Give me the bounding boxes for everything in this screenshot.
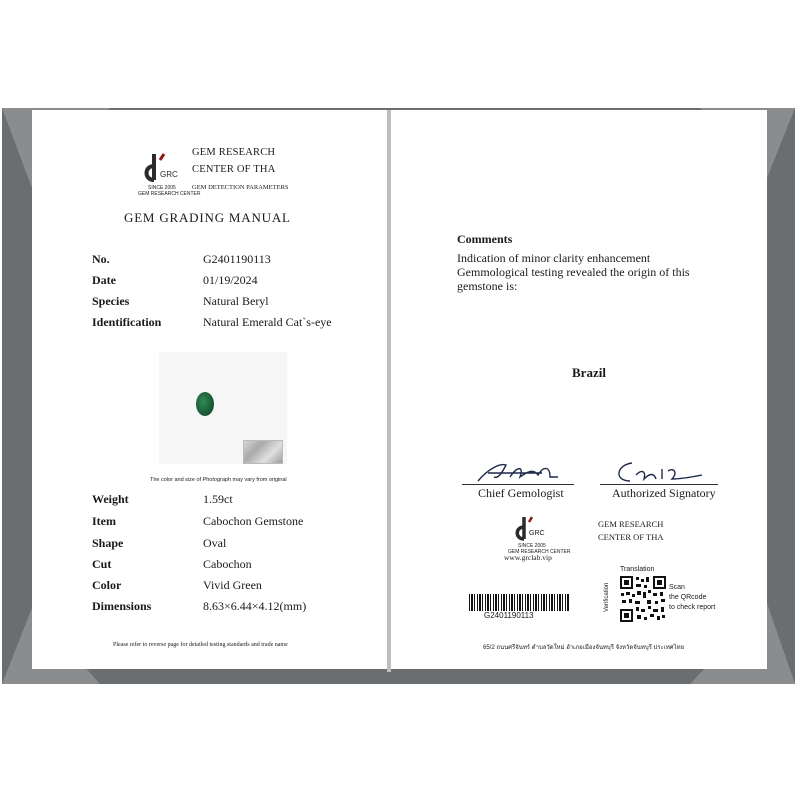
- comments-heading: Comments: [457, 232, 513, 246]
- qr-code[interactable]: [619, 575, 667, 623]
- authorized-signature-line: [600, 484, 718, 485]
- center-spine: [387, 110, 391, 672]
- field-label: Weight: [92, 492, 129, 506]
- field-label: Cut: [92, 557, 112, 571]
- barcode: [469, 594, 569, 611]
- field-value: Oval: [203, 536, 227, 550]
- origin-value: Brazil: [572, 365, 606, 380]
- lab-tagline: GEM DETECTION PARAMETERS: [192, 184, 289, 191]
- field-label: Shape: [92, 536, 124, 550]
- field-value: G2401190113: [203, 252, 271, 266]
- field-label: No.: [92, 252, 110, 266]
- hologram-sticker: [243, 440, 283, 464]
- logo-since: SINCE 2005: [148, 185, 176, 191]
- logo-grc-text: GRC: [160, 170, 178, 179]
- field-label: Item: [92, 514, 116, 528]
- gem-photo: [159, 352, 287, 464]
- grc-logo: [138, 150, 201, 201]
- footnote: Please refer to reverse page for detailed testing standards and trade name: [113, 642, 288, 648]
- chief-signature-line: [462, 484, 574, 485]
- field-value: 1.59ct: [203, 492, 233, 506]
- field-label: Species: [92, 294, 130, 308]
- comments-line3: gemstone is:: [457, 279, 518, 293]
- logo-right-since: SINCE 2005: [518, 543, 546, 549]
- logo-sub: GEM RESEARCH CENTER: [138, 191, 201, 197]
- field-value: Vivid Green: [203, 578, 262, 592]
- authorized-signature: [602, 455, 722, 487]
- qr-line3: to check report: [669, 604, 716, 611]
- comments-line1: Indication of minor clarity enhancement: [457, 251, 651, 265]
- lab-name-line2: CENTER OF THA: [192, 164, 276, 175]
- field-label: Dimensions: [92, 599, 152, 613]
- authorized-signatory-label: Authorized Signatory: [612, 486, 716, 500]
- lab-name-line1: GEM RESEARCH: [192, 147, 276, 158]
- qr-side-label: Verification: [604, 582, 610, 612]
- barcode-number: G2401190113: [484, 611, 534, 620]
- field-value: Natural Emerald Cat`s-eye: [203, 315, 332, 329]
- right-page: [391, 110, 767, 669]
- lab-name-right-line1: GEM RESEARCH: [598, 519, 664, 529]
- logo-right-grc-text: GRC: [529, 530, 545, 537]
- comments-line2: Gemmological testing revealed the origin of this: [457, 265, 690, 279]
- photo-caption: The color and size of Photograph may vary from original: [150, 477, 287, 483]
- logo-right-sub: GEM RESEARCH CENTER: [508, 549, 571, 555]
- field-value: Natural Beryl: [203, 294, 269, 308]
- chief-gemologist-label: Chief Gemologist: [478, 486, 564, 500]
- website[interactable]: www.grclab.vip: [504, 553, 552, 562]
- gem-image: [196, 392, 214, 416]
- field-value: Cabochon: [203, 557, 252, 571]
- lab-name-right-line2: CENTER OF THA: [598, 532, 664, 542]
- field-value: 01/19/2024: [203, 273, 258, 287]
- field-value: 8.63×6.44×4.12(mm): [203, 599, 307, 613]
- grc-logo-right: [508, 515, 571, 555]
- qr-title: Translation: [620, 566, 655, 573]
- field-label: Date: [92, 273, 116, 287]
- field-label: Color: [92, 578, 122, 592]
- qr-line1: Scan: [669, 584, 685, 591]
- qr-line2: the QRcode: [669, 594, 707, 601]
- field-label: Identification: [92, 315, 162, 329]
- lab-address: 65/2 ถนนศรีจันทร์ ตำบลวัดใหม่ อำเภอเมืองจันทบุรี จังหวัดจันทบุรี ประเทศไทย: [483, 645, 685, 651]
- field-value: Cabochon Gemstone: [203, 514, 304, 528]
- report-title: GEM GRADING MANUAL: [124, 210, 291, 225]
- chief-signature: [458, 455, 578, 487]
